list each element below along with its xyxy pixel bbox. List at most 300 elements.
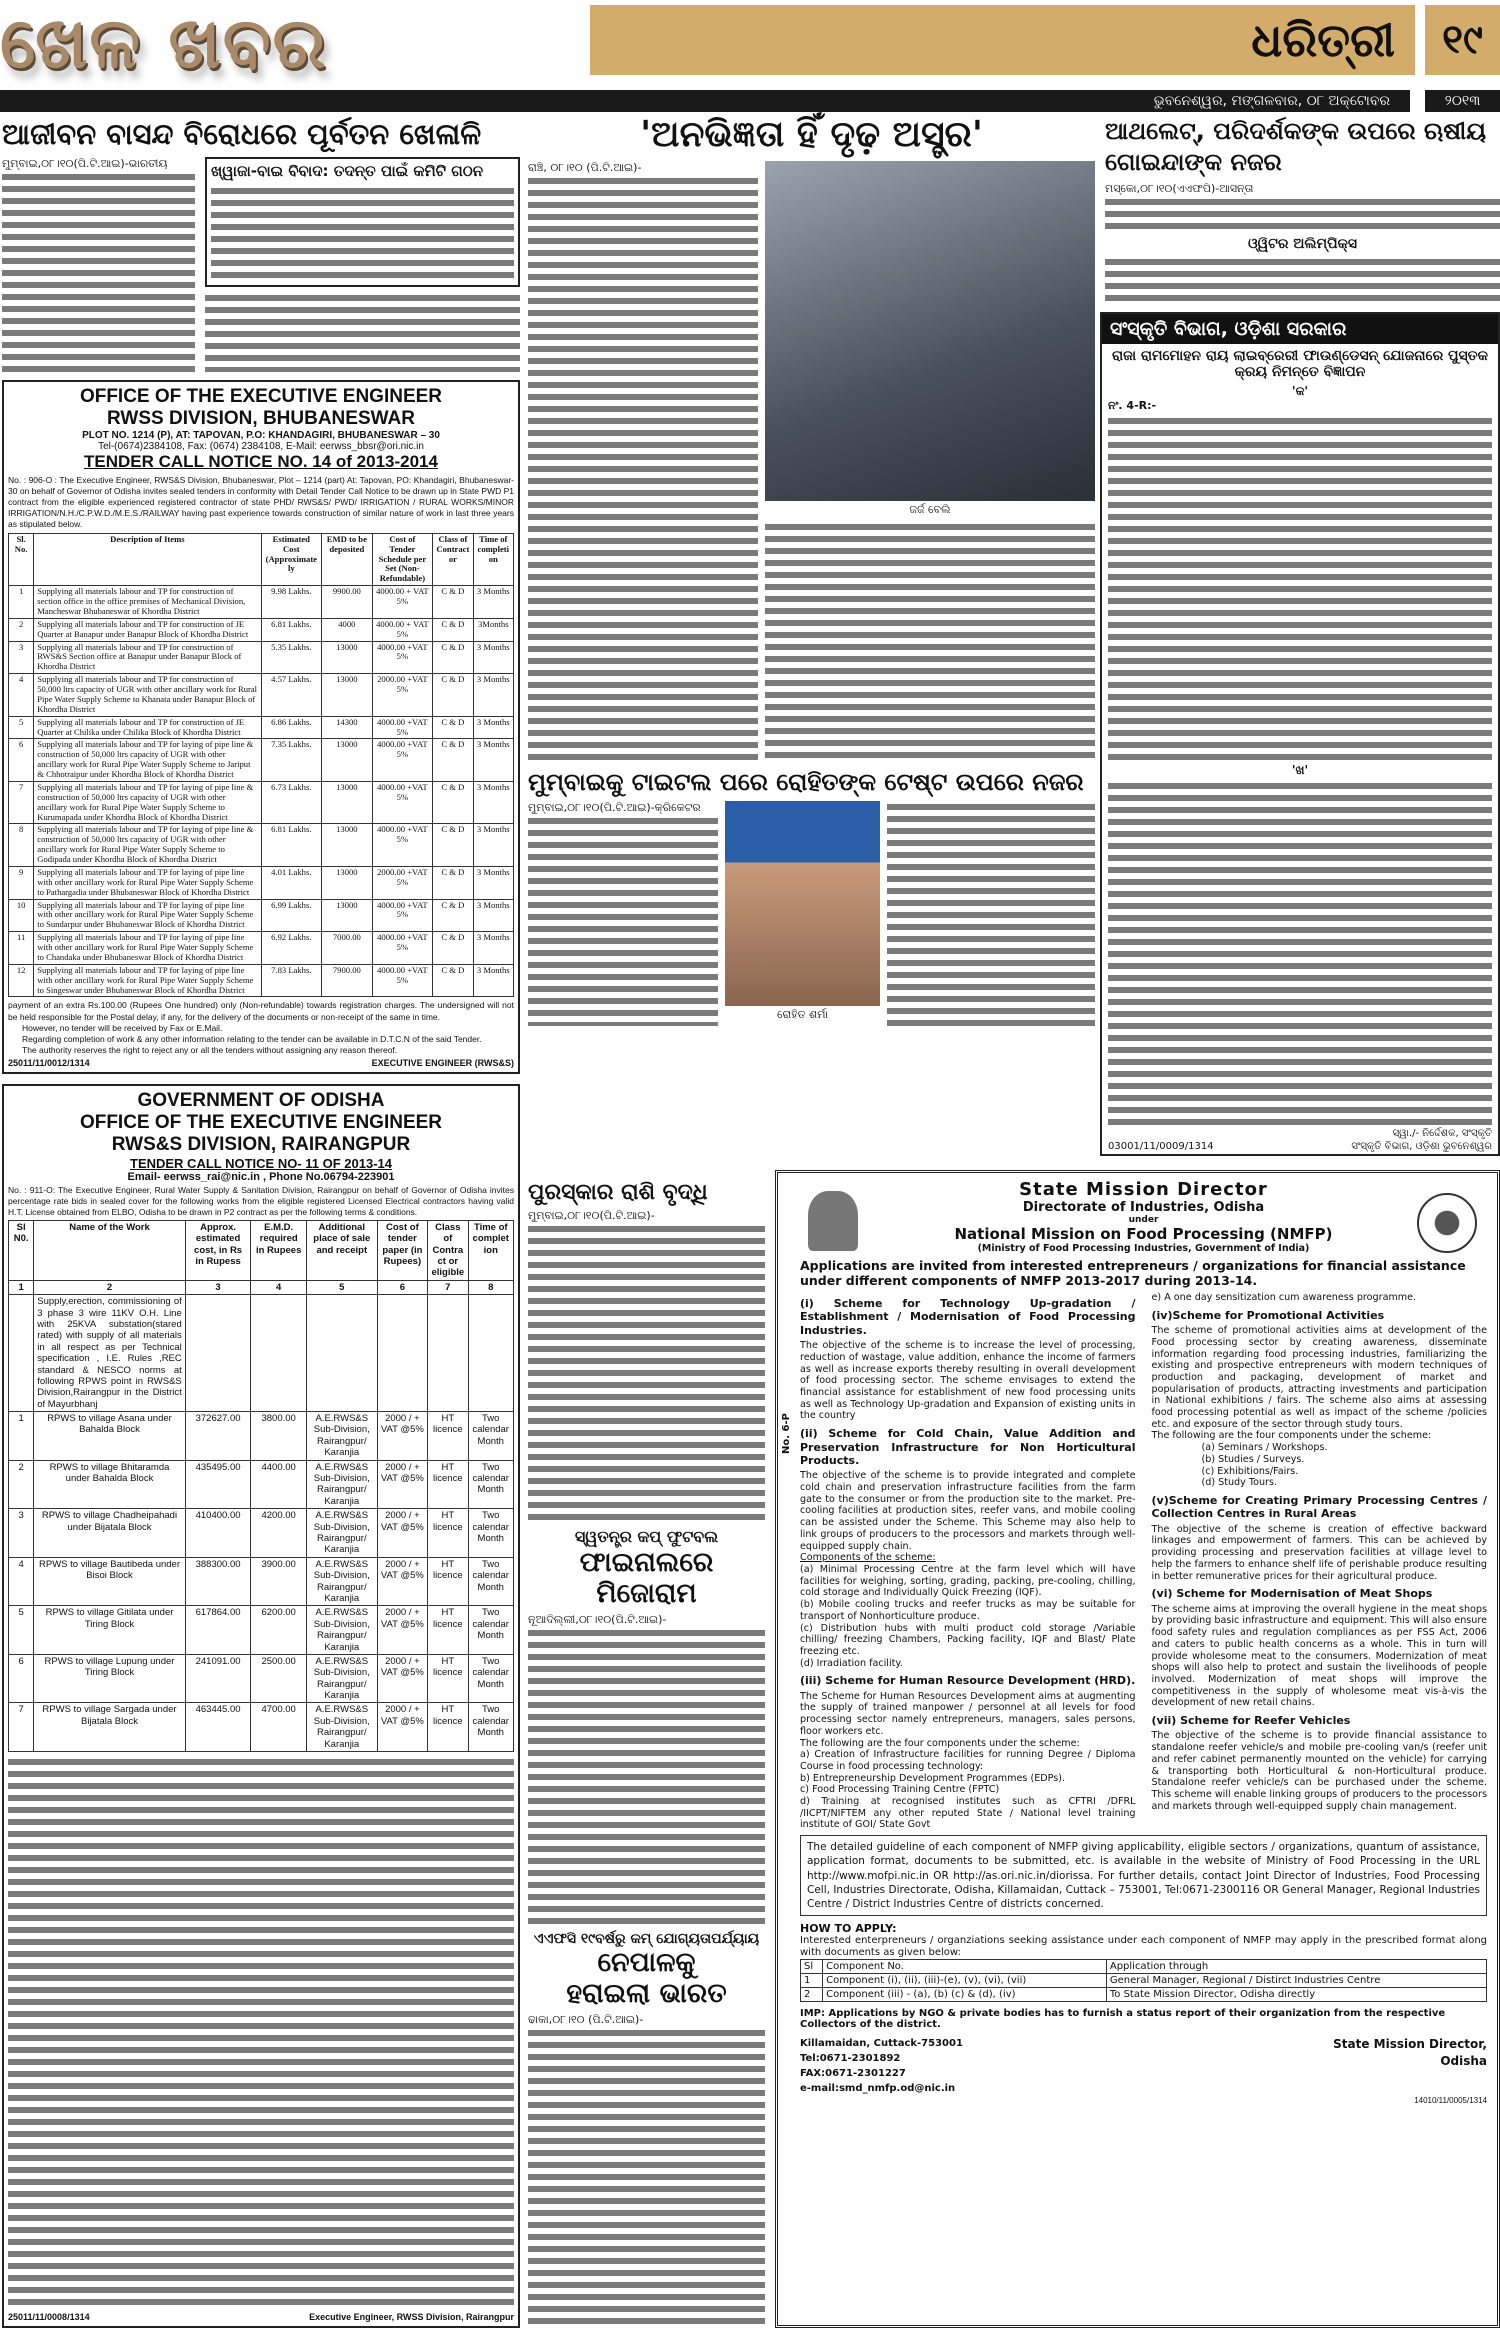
table-cell: 6200.00 xyxy=(251,1606,307,1655)
table-cell: 4 xyxy=(9,674,34,717)
component-item: a) Creation of Infrastructure facilities for running Degree / Diploma Course in food processing technology: xyxy=(800,1749,1136,1772)
headline-prize: ପୁରସ୍କାର ରାଶି ବୃଦ୍ଧି xyxy=(528,1180,708,1205)
table-cell: 6.86 Lakhs. xyxy=(261,716,322,739)
table-cell: Supplying all materials labour and TP for laying of pipe line with other ancillary work for Rural Pipe Water Supply Scheme to Sundarpur under Bhubaneswar Block of Khordha District xyxy=(34,899,261,932)
table-cell: 6 xyxy=(9,1654,34,1703)
ad-subtitle: ରାଜା ରାମମୋହନ ରାୟ ଲାଇବ୍ରେରୀ ଫାଉଣ୍ଡେସନ୍ ଯୋଜନାରେ ପୁସ୍ତକ କ୍ରୟ ନିମନ୍ତେ ବିଜ୍ଞାପନ xyxy=(1112,348,1488,381)
section-logo: ଖେଳ ଖବର xyxy=(0,2,328,84)
table-cell: Supplying all materials labour and TP for construction of JE Quarter at Banapur under Banapur Block of Khordha District xyxy=(34,618,261,641)
component-item: (c) Distribution hubs with multi product cold storage /Variable chilling/ freezing Chambers, Packing facility, IQF and Blast/ Plate freezing etc. xyxy=(800,1622,1136,1657)
table-cell: 2 xyxy=(9,618,34,641)
table-cell: General Manager, Regional / Distirct Industries Centre xyxy=(1106,1974,1486,1988)
scheme-lead: The following are the four components under the scheme: xyxy=(1151,1430,1432,1442)
ad-title: ସଂସ୍କୃତି ବିଭାଗ, ଓଡ଼ିଶା ସରକାର xyxy=(1102,314,1498,344)
component-item: (b) Studies / Surveys. xyxy=(1201,1453,1305,1465)
tender-conditions xyxy=(8,1756,514,2310)
table-header: Sl. No. xyxy=(9,533,34,585)
table-header: Cost of Tender Schedule per Set (Non-Refundable) xyxy=(372,533,433,585)
table-cell: HT licence xyxy=(428,1703,468,1752)
headline-lifetime-ban: ଆଜୀବନ ବାସନ୍ଦ ବିରୋଧରେ ପୂର୍ବତନ ଖେଳାଳି xyxy=(2,117,482,151)
table-row xyxy=(9,1557,514,1606)
table-cell: Supplying all materials labour and TP for laying of pipe line & construction of 50,000 ltrs capacity of UGR with other ancillary work for Rural Pipe Water Supply Scheme to Jariput & Chhotraipur under Khordha Block of Khordha District xyxy=(34,739,261,782)
table-cell: 3 Months xyxy=(473,824,513,867)
table-cell: 13000 xyxy=(322,674,373,717)
table-row xyxy=(9,618,514,641)
table-cell: 13000 xyxy=(322,781,373,824)
rohit-photo-column xyxy=(725,801,880,1026)
ad-title: State Mission Director xyxy=(1019,1179,1268,1200)
ad-body xyxy=(1108,780,1492,1126)
mission: National Mission on Food Processing (NMFP) xyxy=(954,1225,1333,1243)
rohit-block xyxy=(528,801,1095,1026)
table-cell: 13000 xyxy=(322,641,373,674)
table-cell: 3 xyxy=(9,641,34,674)
table-cell: 5 xyxy=(9,716,34,739)
table-cell: Supplying all materials labour and TP for construction of RWS&S Section office at Banapur under Banapur Block of Khordha District xyxy=(34,641,261,674)
table-cell: 7.83 Lakhs. xyxy=(261,964,322,997)
column-number: 7 xyxy=(428,1280,468,1294)
tender-notice-bhubaneswar xyxy=(2,380,520,1074)
table-cell: RPWS to village Bautibeda under Bisoi Block xyxy=(34,1557,186,1606)
dateline: ମସ୍କୋ,୦୮।୧୦(ଏଏଫପି)-ଆସନ୍ତା xyxy=(1105,182,1254,196)
kicker: ସ୍ୱତନ୍ତ୍ର କପ୍ ଫୁଟବଲ xyxy=(574,1527,719,1547)
table-row xyxy=(9,716,514,739)
table-cell: C & D xyxy=(433,716,473,739)
signatory-line: State Mission Director, xyxy=(1333,2037,1487,2052)
scheme-text: The objective of the scheme is to increase the level of processing, reduction of wastage, value addition, enhance the income of farmers as well as increase exports thereby resulting in overall development of food processing sector. The scheme envisages to extend the financial assistance for establishment of new food processing units as well as Technology Up-gradation and Expansion of existing units in the country xyxy=(800,1340,1136,1422)
table-cell: 4000.00 + VAT 5% xyxy=(372,618,433,641)
components-label: Components of the scheme: xyxy=(800,1552,936,1564)
table-cell: 7.35 Lakhs. xyxy=(261,739,322,782)
table-row xyxy=(9,1509,514,1558)
table-cell: 2 xyxy=(801,1988,823,2002)
nmfp-ad xyxy=(775,1170,1500,2328)
headline-line: ନେପାଳକୁ xyxy=(597,1947,696,1979)
table-row xyxy=(9,674,514,717)
table-cell: Supplying all materials labour and TP for laying of pipe line with other ancillary work for Rural Pipe Water Supply Scheme to Pathargadia under Bhubaneswar Block of Khordha District xyxy=(34,866,261,899)
table-cell: To State Mission Director, Odisha directly xyxy=(1106,1988,1486,2002)
odisha-seal-icon xyxy=(1417,1193,1477,1253)
table-cell: 4.57 Lakhs. xyxy=(261,674,322,717)
table-cell: A.E.RWS&S Sub-Division, Rairangpur/ Karanjia xyxy=(306,1412,377,1461)
table-cell: 241091.00 xyxy=(185,1654,251,1703)
article-body xyxy=(765,521,1095,761)
table-cell: 4000.00 +VAT 5% xyxy=(372,964,433,997)
table-cell: RPWS to village Lupung under Tiring Block xyxy=(34,1654,186,1703)
table-cell: 3 Months xyxy=(473,964,513,997)
table-cell: 13000 xyxy=(322,739,373,782)
tender-intro: No. : 906-O : The Executive Engineer, RWS&S Division, Bhubaneswar, Plot – 1214 (part) At: Tapovan, PO: Khandagiri, Bhubaneswar-30 on behalf of Governor of Odisha invites sealed tenders in conformity with Detail Tender Call Notice to be drawn up in State PWD P1 contract from the eligible experienced registered contractor of state PHD/ RWS&S/ PWD/ IRRIGATION / RURAL WORKS/MINOR IRRIGATION/N.H./C.P.W.D./M.E.S./RAILWAY having past experience towards construction of similar nature of work in last three years as stipulated below. xyxy=(8,474,514,529)
column-number: 4 xyxy=(251,1280,307,1294)
dateline: ମୁମ୍ବାଇ,୦୮।୧୦(ପି.ଟି.ଆଇ)-କ୍ରିକେଟର xyxy=(528,800,701,814)
table-cell: RPWS to village Chadheipahadi under Bijatala Block xyxy=(34,1509,186,1558)
scheme-title: (iii) Scheme for Human Resource Development (HRD). xyxy=(800,1674,1136,1688)
signatory: ସ୍ୱା./- ନିର୍ଦ୍ଦେଶକ, ସଂସ୍କୃତି xyxy=(1392,1128,1492,1139)
dateline: ମୁମ୍ବାଇ,୦୮।୧୦(ପି.ଟି.ଆଇ)- xyxy=(528,1209,655,1223)
table-cell: 3900.00 xyxy=(251,1557,307,1606)
component-item: e) A one day sensitization cum awareness programme. xyxy=(1151,1292,1417,1303)
headline-mizoram xyxy=(528,1527,765,1609)
how-to-apply-text: Interested enterpreneurs / organziations seeking assistance under each component of NMFP may apply in the prescribed format along with documents as given below: xyxy=(800,1935,1487,1959)
scheme-lead: The following are the four components under the scheme: xyxy=(800,1737,1080,1749)
ad-body xyxy=(1108,415,1492,761)
table-header: Sl N0. xyxy=(9,1220,34,1280)
table-cell: 10 xyxy=(9,899,34,932)
ministry: (Ministry of Food Processing Industries, Government of India) xyxy=(977,1243,1310,1254)
article-athletes xyxy=(1100,182,1500,304)
table-row xyxy=(9,641,514,674)
table-cell: 6.92 Lakhs. xyxy=(261,932,322,965)
middle-narrow-column xyxy=(528,1180,765,2325)
tender-contact: Email- eerwss_rai@nic.in , Phone No.06794-223901 xyxy=(127,1170,395,1183)
headline-nepal xyxy=(528,1931,765,2009)
left-column xyxy=(2,118,520,2328)
scheme-title: (vii) Scheme for Reefer Vehicles xyxy=(1151,1714,1351,1728)
table-cell: 3 xyxy=(9,1509,34,1558)
directorate: Directorate of Industries, Odisha xyxy=(1022,1200,1265,1215)
inexperience-photo-column xyxy=(765,161,1095,761)
lifetime-ban-block xyxy=(2,157,520,371)
table-cell: 5 xyxy=(9,1606,34,1655)
table-cell: 1 xyxy=(9,586,34,619)
table-cell: Supplying all materials labour and TP for laying of pipe line with other ancillary work for Rural Pipe Water Supply Scheme to Singeswar under Bhubaneswar Block of Khordha District xyxy=(34,964,261,997)
table-cell: RPWS to village Sargada under Bijatala Block xyxy=(34,1703,186,1752)
tender-note: However, no tender will be received by Fax or E.Mail. xyxy=(22,1022,223,1033)
table-cell: 11 xyxy=(9,932,34,965)
table-cell xyxy=(428,1295,468,1412)
headline-line: ଫାଇନାଲରେ xyxy=(579,1547,714,1579)
year: ୨୦୧୩ xyxy=(1425,90,1500,112)
table-cell: HT licence xyxy=(428,1606,468,1655)
table-cell: 3 Months xyxy=(473,866,513,899)
table-cell: A.E.RWS&S Sub-Division, Rairangpur/ Karanjia xyxy=(306,1557,377,1606)
component-item: (d) Irradiation facility. xyxy=(800,1657,903,1669)
table-cell: 2000 / + VAT @5% xyxy=(377,1509,428,1558)
page-number: ୧୯ xyxy=(1425,5,1500,75)
scheme-title: (i) Scheme for Technology Up-gradation / Establishment / Modernisation of Food Processing Industries. xyxy=(800,1297,1136,1337)
table-cell: 1 xyxy=(801,1974,823,1988)
paper-name: ଧରିତ୍ରୀ xyxy=(1251,13,1395,67)
article-body xyxy=(528,815,718,1026)
table-cell: Supplying all materials labour and TP for laying of pipe line & construction of 50,000 ltrs capacity of UGR with other ancillary work for Rural Pipe Water Supply Scheme to Kurumapada under Khordha Block of Khordha District xyxy=(34,781,261,824)
article-body xyxy=(1105,196,1500,232)
table-cell: 6.99 Lakhs. xyxy=(261,899,322,932)
table-cell: C & D xyxy=(433,641,473,674)
nmfp-left-column xyxy=(800,1292,1136,1831)
scheme-title: (iv)Scheme for Promotional Activities xyxy=(1151,1308,1385,1322)
part-b: 'ଖ' xyxy=(1291,763,1309,778)
article-body xyxy=(528,175,758,761)
table-cell: Two calendar Month xyxy=(468,1412,513,1461)
article-body xyxy=(205,292,520,372)
table-cell: 13000 xyxy=(322,824,373,867)
ad-ref: 03001/11/0009/1314 xyxy=(1108,1141,1214,1152)
dateline: ମୁମ୍ବାଇ,୦୮।୧୦(ପି.ଟି.ଆଇ)-ଭାରତୀୟ xyxy=(2,157,168,171)
table-cell: 6.73 Lakhs. xyxy=(261,781,322,824)
table-header: Estimated Cost (Approximately xyxy=(261,533,322,585)
table-header: Cost of tender paper (in Rupees) xyxy=(377,1220,428,1280)
table-cell: 2000.00 +VAT 5% xyxy=(372,866,433,899)
scheme-text: The objective of the scheme is creation of effective backward linkages and empowerment of farmers. This can be achieved by providing processing and preservation facilities at village level to help the farmers to enhance shelf life of perishable produce resulting in better remunerative prices for their agricultural produce. xyxy=(1151,1523,1487,1582)
table-cell: A.E.RWS&S Sub-Division, Rairangpur/ Karanjia xyxy=(306,1606,377,1655)
table-cell: Two calendar Month xyxy=(468,1703,513,1752)
table-cell: HT licence xyxy=(428,1412,468,1461)
table-header: EMD to be deposited xyxy=(322,533,373,585)
table-cell: 4000.00 +VAT 5% xyxy=(372,739,433,782)
table-row xyxy=(9,964,514,997)
ad-ref: 14010/11/0005/1314 xyxy=(1414,2096,1487,2106)
table-cell: Supplying all materials labour and TP for laying of pipe line with other ancillary work for Rural Pipe Water Supply Scheme to Chandaka under Bhubaneswar Block of Khordha District xyxy=(34,932,261,965)
table-cell: 4700.00 xyxy=(251,1703,307,1752)
table-cell: 6 xyxy=(9,739,34,782)
table-cell: 2000 / + VAT @5% xyxy=(377,1557,428,1606)
address-line: Tel:0671-2301892 xyxy=(800,2053,901,2065)
table-cell: Supplying all materials labour and TP for construction of section office in the office premises of Mechanical Division, Mancheswar Bhubaneswar of Khordha District xyxy=(34,586,261,619)
tender-gov: GOVERNMENT OF ODISHA xyxy=(137,1089,385,1111)
headline-line: ମିଜୋରାମ xyxy=(596,1578,697,1610)
table-cell: 4 xyxy=(9,1557,34,1606)
tender-table xyxy=(8,1220,514,1752)
table-cell: C & D xyxy=(433,899,473,932)
table-cell: HT licence xyxy=(428,1654,468,1703)
table-cell: 9 xyxy=(9,866,34,899)
table-header: Description of Items xyxy=(34,533,261,585)
table-cell: C & D xyxy=(433,964,473,997)
table-cell: 3Months xyxy=(473,618,513,641)
table-row xyxy=(801,1974,1487,1988)
national-emblem-icon xyxy=(808,1191,858,1251)
table-cell: 435495.00 xyxy=(185,1460,251,1509)
table-cell: 8 xyxy=(9,824,34,867)
table-cell: 3 Months xyxy=(473,586,513,619)
table-row xyxy=(9,1654,514,1703)
scheme-text: The scheme aims at improving the overall hygiene in the meat shops by providing basic infrastructure and equipment. This will also ensure food safety rules and regulation compliances as per FSS Act, 2006 and caters to public health concerns as a whole. This in turn will provide wholesome meat to the consumers. Modernization of meat shops will also help to protect and sustain the livelihoods of people involved. Modernization of meat shops will improve the competitiveness in the supply of wholesome meat vis-à-vis the development of new retail chains. xyxy=(1151,1603,1487,1709)
table-row xyxy=(9,932,514,965)
table-cell xyxy=(306,1295,377,1412)
dateline: ନୂଆଦିଲ୍ଲୀ,୦୮।୧୦(ପି.ଟି.ଆଇ)- xyxy=(528,1613,667,1627)
table-cell: C & D xyxy=(433,824,473,867)
apply-table xyxy=(800,1959,1487,2002)
table-row xyxy=(9,1460,514,1509)
table-cell: RPWS to village Asana under Bahalda Block xyxy=(34,1412,186,1461)
table-cell: 4000.00 +VAT 5% xyxy=(372,716,433,739)
tender-postal-note: payment of an extra Rs.100.00 (Rupees One hundred) only (Non-refundable) towards registration charges. The undersigned will not be held responsible for the Postal delay, if any, for the delivery of the documents or non-receipt of the same in time. xyxy=(8,1000,514,1022)
table-header: Time of completion xyxy=(468,1220,513,1280)
table-row xyxy=(801,1988,1487,2002)
table-cell: 2000 / + VAT @5% xyxy=(377,1654,428,1703)
table-header: Name of the Work xyxy=(34,1220,186,1280)
article-rohit xyxy=(528,801,718,1026)
table-cell xyxy=(468,1295,513,1412)
component-item: (b) Mobile cooling trucks and reefer trucks as may be suitable for transport of Nonhorticulture produce. xyxy=(800,1599,1136,1622)
article-body xyxy=(887,801,1095,1026)
table-row xyxy=(9,866,514,899)
table-cell: 463445.00 xyxy=(185,1703,251,1752)
notice-no: ନଂ. 4-R:- xyxy=(1108,399,1157,413)
table-cell: Two calendar Month xyxy=(468,1654,513,1703)
tender-notice-title: TENDER CALL NOTICE NO. 14 of 2013-2014 xyxy=(84,451,438,471)
table-cell: RPWS to village Gitilata under Tiring Block xyxy=(34,1606,186,1655)
table-header: Additional place of sale and receipt xyxy=(306,1220,377,1280)
table-cell: 6.81 Lakhs. xyxy=(261,618,322,641)
culture-department-ad xyxy=(1100,312,1500,1156)
column-number: 6 xyxy=(377,1280,428,1294)
component-item: d) Training at recognised institutes such as CFTRI /DFRL /IICPT/NIFTEM any other reputed State / National level training institute of GOI/ State Govt xyxy=(800,1796,1136,1831)
under: under xyxy=(1128,1215,1159,1225)
signatory xyxy=(1333,2036,1487,2096)
ad-headline: Applications are invited from interested entrepreneurs / organizations for financial assistance under different components of NMFP 2013-2017 during 2013-14. xyxy=(800,1258,1466,1288)
table-cell: Component (i), (ii), (iii)-(e), (v), (vi), (vii) xyxy=(823,1974,1107,1988)
tender-signatory: Executive Engineer, RWSS Division, Rairangpur xyxy=(309,2312,514,2322)
table-cell: Supplying all materials labour and TP for construction of 50,000 ltrs capacity of UGR with other ancillary work for Rural Pipe Water Supply Scheme to Khanata under Banapur Block of Khordha District xyxy=(34,674,261,717)
sidebar-box xyxy=(205,157,520,286)
table-cell: 4000 xyxy=(322,618,373,641)
table-cell: 6.81 Lakhs. xyxy=(261,824,322,867)
photo-caption: ରୋହିତ ଶର୍ମା xyxy=(777,1007,828,1021)
scheme-text: The objective of the scheme is to provide financial assistance to standalone reefer vehicle/s and mobile pre-cooling van/s (reefer unit and refer cabinet permanently mounted on the vehicle) for carrying & transporting both Horticultural & non-Horticultural produce. Standalone reefer vehicle/s can be purchased under the scheme. This scheme will enable linking groups of producers to the processors and markets through well-equipped supply chain management. xyxy=(1151,1730,1487,1812)
dateline: ରାଞ୍ଚି, ୦୮।୧୦ (ପି.ଟି.ଆଇ)- xyxy=(528,161,642,175)
dateline-bar xyxy=(0,90,1410,112)
table-cell: HT licence xyxy=(428,1509,468,1558)
sidebar-headline: ଖ୍ୱାଜା-ବାଇ ବିବାଦ: ତଦନ୍ତ ପାଇଁ କମିଟି ଗଠନ xyxy=(211,162,484,181)
table-row xyxy=(9,899,514,932)
table-cell xyxy=(9,1295,34,1412)
table-row xyxy=(9,1295,514,1412)
scheme-title: (vi) Scheme for Modernisation of Meat Shops xyxy=(1151,1587,1433,1601)
component-item: (c) Exhibitions/Fairs. xyxy=(1201,1465,1299,1477)
tender-contact: Tel-(0674)2384108, Fax: (0674) 2384108, E-Mail: eerwss_bbsr@ori.nic.in xyxy=(98,440,424,452)
inexperience-block xyxy=(528,161,1095,761)
article-lifetime-ban xyxy=(2,157,195,371)
scheme-text: The objective of the scheme is to provide integrated and complete cold chain and preservation infrastructure facilities from the farm gate to the consumer or from the production site to the market. Pre-cooling facilities at production sites, reefer vans, and mobile cooling can be assisted under the Scheme. This Scheme may also help to link groups of producers to the processors and markets through well-equipped supply chain. xyxy=(800,1470,1136,1552)
table-cell: C & D xyxy=(433,932,473,965)
table-cell: 9900.00 xyxy=(322,586,373,619)
table-header: Sl xyxy=(801,1960,823,1974)
table-cell: 3800.00 xyxy=(251,1412,307,1461)
table-cell: 4000.00 +VAT 5% xyxy=(372,824,433,867)
table-cell: 4000.00 +VAT 5% xyxy=(372,932,433,965)
tender-note: The authority reserves the right to reject any or all the tenders without assigning any reason thereof. xyxy=(22,1044,398,1055)
table-cell: Supplying all materials labour and TP for laying of pipe line & construction of 50,000 ltrs capacity of UGR with other ancillary work for Rural Pipe Water Supply Scheme to Godipada under Khordha Block of Khordha District xyxy=(34,824,261,867)
sidebar-column xyxy=(205,157,520,371)
table-cell: 3 Months xyxy=(473,739,513,782)
table-cell: 388300.00 xyxy=(185,1557,251,1606)
how-to-apply-title: HOW TO APPLY: xyxy=(800,1922,897,1936)
signatory-line: Odisha xyxy=(1440,2054,1487,2069)
address-line: e-mail:smd_nmfp.od@nic.in xyxy=(800,2083,956,2095)
table-header: Component No. xyxy=(823,1960,1107,1974)
table-cell: C & D xyxy=(433,781,473,824)
component-item: c) Food Processing Training Centre (FPTC) xyxy=(800,1784,1000,1796)
table-cell: Supplying all materials labour and TP for construction of JE Quarter at Chilika under Chilika Block of Khordha District xyxy=(34,716,261,739)
table-cell: 2000 / + VAT @5% xyxy=(377,1460,428,1509)
column-number: 1 xyxy=(9,1280,34,1294)
headline-rohit: ମୁମ୍ବାଇକୁ ଟାଇଟଲ ପରେ ରୋହିତଙ୍କ ଟେଷ୍ଟ ଉପରେ ନଜର xyxy=(528,768,1084,797)
dateline: ଢାକା,୦୮।୧୦ (ପି.ଟି.ଆଇ)- xyxy=(528,2013,644,2027)
headline-athletes: ଆଥଲେଟ୍, ପରିଦର୍ଶକଙ୍କ ଉପରେ ଋଷୀୟ ଗୋଇନ୍ଦାଙ୍କ ନଜର xyxy=(1105,117,1487,177)
component-item: (a) Seminars / Workshops. xyxy=(1201,1442,1328,1454)
table-cell xyxy=(377,1295,428,1412)
table-cell: Supply,erection, commissioning of 3 phase 3 wire 11KV O.H. Line with 25KVA substation(stared rated) with supply of all materials in all respect as per Technical specification , I.E. Rules ,REC standard & NESCO norms at following RPWS point in RWS&S Division,Rairangpur in the District of Mayurbhanj xyxy=(34,1295,186,1412)
table-cell: 2000 / + VAT @5% xyxy=(377,1606,428,1655)
table-row xyxy=(9,781,514,824)
table-cell: 372627.00 xyxy=(185,1412,251,1461)
tender-note: Regarding completion of work & any other information relating to the tender can be available in D.T.C.N of the said Tender. xyxy=(22,1033,482,1044)
table-cell: 13000 xyxy=(322,899,373,932)
table-cell: 7000.00 xyxy=(322,932,373,965)
table-cell xyxy=(185,1295,251,1412)
scheme-text: The Scheme for Human Resources Development aims at augmenting the supply of trained manpower / personnel at all levels for food processing sector namely entrepreneurs, managers, sales persons, floor workers etc. xyxy=(800,1690,1136,1737)
scheme-text: The scheme of promotional activities aims at development of the Food processing sector by creating awareness, disseminate information regarding food processing industries, familiarizing the existing and prospective entrepreneurs with modern techniques of production and packaging, development of market and popularisation of products, attracting investments and participation in National exhibitions / fairs. The scheme also aims at assessing food processing potential as well as impact of the scheme /policies etc. and exposure of the sector through study tours. xyxy=(1151,1325,1487,1430)
tender-ref: 25011/11/0008/1314 xyxy=(8,2312,90,2322)
table-row xyxy=(9,1703,514,1752)
table-cell: A.E.RWS&S Sub-Division, Rairangpur/ Karanjia xyxy=(306,1509,377,1558)
table-cell xyxy=(251,1295,307,1412)
table-cell: 4000.00 +VAT 5% xyxy=(372,899,433,932)
contact-address xyxy=(800,2036,963,2096)
table-cell: A.E.RWS&S Sub-Division, Rairangpur/ Karanjia xyxy=(306,1460,377,1509)
paper-name-band xyxy=(590,5,1415,75)
table-cell: 2000.00 +VAT 5% xyxy=(372,674,433,717)
photo-rohit-sharma xyxy=(725,801,880,1006)
table-cell: 4000.00 +VAT 5% xyxy=(372,781,433,824)
scheme-title: (ii) Scheme for Cold Chain, Value Addition and Preservation Infrastructure for Non Horticultural Products. xyxy=(800,1427,1136,1467)
table-cell: 4400.00 xyxy=(251,1460,307,1509)
table-cell: 7 xyxy=(9,1703,34,1752)
tender-division: RWSS DIVISION, BHUBANESWAR xyxy=(107,407,415,429)
article-body xyxy=(528,2027,765,2325)
table-cell: 9.98 Lakhs. xyxy=(261,586,322,619)
photo-caption: ଜର୍ଜ ବେଲି xyxy=(909,503,951,517)
table-cell: 12 xyxy=(9,964,34,997)
table-cell: 4.01 Lakhs. xyxy=(261,866,322,899)
table-cell: RPWS to village Bhitaramda under Bahalda Block xyxy=(34,1460,186,1509)
table-header: E.M.D. required in Rupees xyxy=(251,1220,307,1280)
table-cell: 4000.00 +VAT 5% xyxy=(372,641,433,674)
table-cell: 1 xyxy=(9,1412,34,1461)
side-ref: No. 6-P xyxy=(781,1413,792,1454)
table-cell: 3 Months xyxy=(473,781,513,824)
ad-office: ସଂସ୍କୃତି ବିଭାଗ, ଓଡ଼ିଶା ଭୁବନେଶ୍ୱର xyxy=(1351,1141,1492,1152)
middle-top-column xyxy=(528,114,1095,1026)
table-cell: HT licence xyxy=(428,1460,468,1509)
tender-notice-rairangpur xyxy=(2,1084,520,2328)
table-cell: C & D xyxy=(433,618,473,641)
table-cell: Two calendar Month xyxy=(468,1606,513,1655)
article-body xyxy=(1105,256,1500,304)
tender-ref: 25011/11/0012/1314 xyxy=(8,1057,90,1068)
table-cell: 4000.00 + VAT 5% xyxy=(372,586,433,619)
table-cell: C & D xyxy=(433,739,473,782)
table-header: Time of completion xyxy=(473,533,513,585)
tender-notice-title: TENDER CALL NOTICE NO- 11 OF 2013-14 xyxy=(130,1155,392,1171)
right-column xyxy=(1100,116,1500,1156)
table-cell: 3 Months xyxy=(473,641,513,674)
table-cell: 2000 / + VAT @5% xyxy=(377,1703,428,1752)
table-cell: 617864.00 xyxy=(185,1606,251,1655)
part-a: 'କ' xyxy=(1291,384,1309,399)
table-cell: 3 Months xyxy=(473,716,513,739)
table-cell: C & D xyxy=(433,866,473,899)
component-item: b) Entrepreneurship Development Programmes (EDPs). xyxy=(800,1772,1066,1784)
component-item: (a) Minimal Processing Centre at the farm level which will have facilities for weighing, sorting, grading, packing, pre-cooling, chilling, cold storage and Individually Quick Freezing (IQF). xyxy=(800,1563,1136,1599)
article-body xyxy=(528,1627,765,1925)
table-header: Class of Contractor xyxy=(433,533,473,585)
table-cell: 5.35 Lakhs. xyxy=(261,641,322,674)
tender-address: PLOT NO. 1214 (P), AT: TAPOVAN, P.O: KHANDAGIRI, BHUBANESWAR – 30 xyxy=(82,429,440,441)
table-cell: 14300 xyxy=(322,716,373,739)
address-line: FAX:0671-2301227 xyxy=(800,2068,906,2080)
